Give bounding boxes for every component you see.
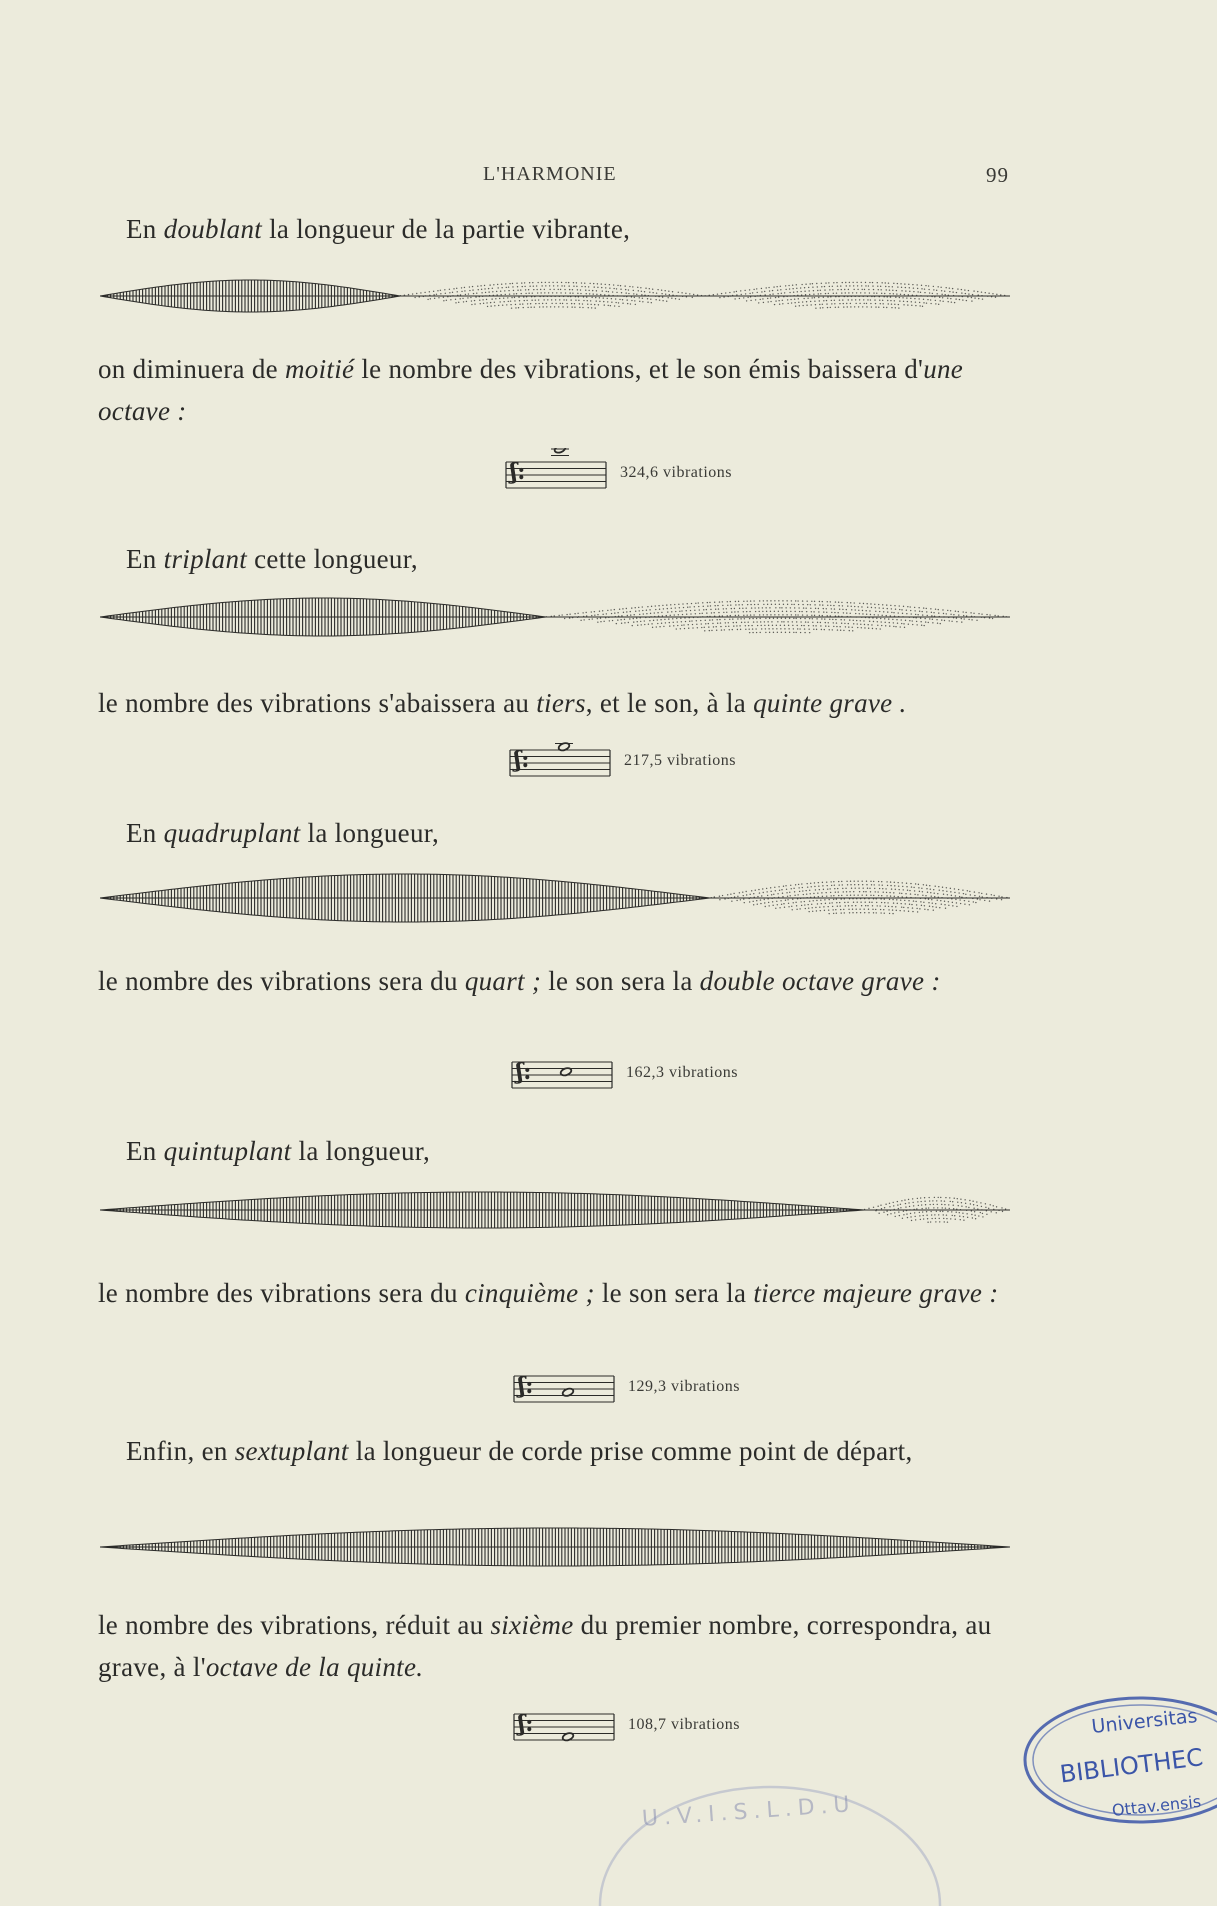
section-2-result bbox=[98, 682, 1018, 724]
text-run: la longueur, bbox=[300, 818, 439, 848]
italic-run: quinte grave . bbox=[753, 688, 907, 718]
bass-staff-3 bbox=[508, 1048, 616, 1100]
page-number: 99 bbox=[986, 163, 1009, 187]
text-run: du premier nombre, correspondra, au grave, à l' bbox=[98, 1610, 992, 1682]
section-2-intro bbox=[98, 538, 1018, 580]
string-diagram-5 bbox=[100, 1526, 1010, 1568]
section-4-result bbox=[98, 1272, 1018, 1314]
text-run: le nombre des vibrations, et le son émis baissera d' bbox=[354, 354, 924, 384]
text-run: le nombre des vibrations sera du bbox=[98, 966, 465, 996]
bass-clef-icon: ʃ: bbox=[518, 1372, 534, 1399]
vibrations-caption-5: 108,7 vibrations bbox=[628, 1716, 740, 1733]
bass-staff-1 bbox=[502, 448, 610, 500]
vibrations-caption-4: 129,3 vibrations bbox=[628, 1378, 740, 1395]
text-run: , et le son, à la bbox=[585, 688, 754, 718]
string-diagram-3 bbox=[100, 872, 1010, 924]
text-run: la longueur de la partie vibrante, bbox=[262, 214, 631, 244]
stamp-top-text: Universitas bbox=[1090, 1705, 1199, 1738]
text-run: En bbox=[126, 818, 164, 848]
italic-run: sextuplant bbox=[234, 1436, 349, 1466]
text-run: le nombre des vibrations s'abaissera au bbox=[98, 688, 537, 718]
bass-staff-2 bbox=[506, 736, 614, 788]
dotted-segment bbox=[711, 881, 1008, 915]
italic-run: double octave grave : bbox=[699, 966, 941, 996]
italic-run: cinquième ; bbox=[464, 1278, 595, 1308]
string-diagram-1 bbox=[100, 278, 1010, 314]
bass-staff-4 bbox=[510, 1362, 618, 1414]
text-run: on diminuera de bbox=[98, 354, 285, 384]
italic-run: quintuplant bbox=[163, 1136, 292, 1166]
italic-run: sixième bbox=[490, 1610, 574, 1640]
text-run: la longueur, bbox=[291, 1136, 430, 1166]
section-3-result bbox=[98, 960, 1018, 1002]
text-run: la longueur de corde prise comme point de départ, bbox=[348, 1436, 913, 1466]
running-title: L'HARMONIE bbox=[483, 163, 617, 185]
vibrations-caption-3: 162,3 vibrations bbox=[626, 1064, 738, 1081]
bass-clef-icon: ʃ: bbox=[510, 458, 526, 485]
dotted-segment bbox=[400, 282, 1006, 309]
section-3-intro bbox=[98, 812, 1018, 854]
bass-clef-icon: ʃ: bbox=[516, 1058, 532, 1085]
italic-run: triplant bbox=[163, 544, 248, 574]
faded-stamp bbox=[580, 1755, 980, 1906]
string-diagram-2 bbox=[100, 596, 1010, 638]
bass-clef-icon: ʃ: bbox=[518, 1710, 534, 1737]
section-5-intro bbox=[98, 1430, 1018, 1472]
text-run: cette longueur, bbox=[247, 544, 418, 574]
stamp-bottom-text: Ottav.ensis bbox=[1111, 1791, 1202, 1820]
text-run: En bbox=[126, 544, 164, 574]
faded-stamp-text: U.V.I.S.L.D.U bbox=[641, 1792, 857, 1832]
section-1-intro bbox=[98, 208, 1018, 250]
section-4-intro bbox=[98, 1130, 1018, 1172]
bass-staff-5 bbox=[510, 1700, 618, 1752]
text-run: le son sera la bbox=[541, 966, 700, 996]
text-run: En bbox=[126, 214, 164, 244]
italic-run: doublant bbox=[163, 214, 263, 244]
italic-run: octave de la quinte. bbox=[205, 1652, 424, 1682]
text-run: le son sera la bbox=[594, 1278, 754, 1308]
string-diagram-4 bbox=[100, 1190, 1010, 1230]
italic-run: quart ; bbox=[464, 966, 542, 996]
text-run: le nombre des vibrations, réduit au bbox=[98, 1610, 491, 1640]
library-stamp bbox=[1020, 1690, 1217, 1830]
text-run: Enfin, en bbox=[126, 1436, 235, 1466]
section-1-result bbox=[98, 348, 1018, 432]
section-5-result bbox=[98, 1604, 1018, 1688]
italic-run: tiers bbox=[536, 688, 586, 718]
vibrations-caption-2: 217,5 vibrations bbox=[624, 752, 736, 769]
italic-run: quadruplant bbox=[163, 818, 301, 848]
vibrations-caption-1: 324,6 vibrations bbox=[620, 464, 732, 481]
text-run: En bbox=[126, 1136, 164, 1166]
italic-run: moitié bbox=[285, 354, 355, 384]
bass-clef-icon: ʃ: bbox=[514, 746, 530, 773]
italic-run: tierce majeure grave : bbox=[753, 1278, 999, 1308]
stamp-middle-text: BIBLIOTHEC bbox=[1058, 1743, 1205, 1789]
text-run: le nombre des vibrations sera du bbox=[98, 1278, 465, 1308]
italic-run: une octave : bbox=[98, 354, 964, 426]
